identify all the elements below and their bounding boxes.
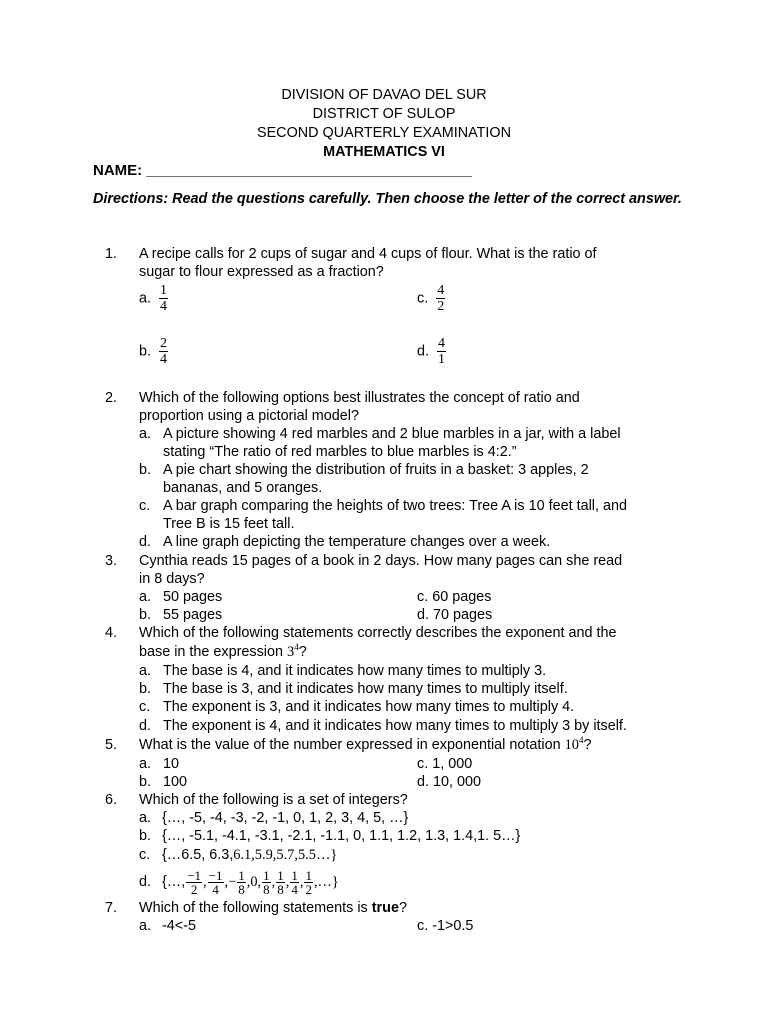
fraction: $\frac{2}{4}$: [160, 336, 168, 367]
q6-option-c: {…6.5, 6.3,6.1,5.9,5.7,5.5…}: [162, 847, 338, 863]
q7-option-c: c. -1>0.5: [417, 918, 474, 934]
q6-option-c-letter: c.: [139, 847, 151, 863]
fraction: $\frac{-1}{2}$: [187, 867, 202, 897]
expression-base: 10: [564, 737, 579, 753]
q7-option-a-letter: a.: [139, 918, 152, 934]
header-district: DISTRICT OF SULOP: [312, 106, 456, 122]
q2-option-a-letter: a.: [139, 426, 152, 442]
header-division: DIVISION OF DAVAO DEL SUR: [281, 87, 487, 103]
q4-option-c-letter: c.: [139, 699, 151, 715]
q5-option-b: 100: [163, 774, 188, 790]
fraction: $\frac{1}{8}$: [277, 867, 284, 897]
q3-option-b-letter: b.: [139, 607, 152, 623]
q4-option-b-letter: b.: [139, 681, 152, 697]
q4-option-b: The base is 3, and it indicates how many times to multiply itself.: [163, 681, 568, 697]
q5-option-c: c. 1, 000: [417, 756, 473, 772]
q7-option-a: -4<-5: [162, 918, 196, 934]
q5-option-d: d. 10, 000: [417, 774, 482, 790]
q1-number: 1.: [104, 246, 117, 262]
q3-option-a: 50 pages: [163, 589, 223, 605]
q1-option-c: c. $\frac{4}{2}$: [417, 283, 445, 314]
q4-text-line1: Which of the following statements correctly describes the exponent and the: [139, 625, 617, 641]
fraction: $\frac{4}{2}$: [437, 283, 445, 314]
fraction: $\frac{1}{2}$: [305, 867, 312, 897]
q5-number: 5.: [104, 737, 117, 753]
q6-number: 6.: [104, 792, 117, 808]
header-subject: MATHEMATICS VI: [323, 144, 445, 160]
q1-option-b: b. $\frac{2}{4}$: [139, 336, 168, 367]
fraction: $\frac{1}{8}$: [238, 867, 245, 897]
q2-option-b-line2: bananas, and 5 oranges.: [163, 480, 323, 496]
q6-option-d-letter: d.: [139, 874, 152, 890]
q5-option-a: 10: [163, 756, 180, 772]
q2-option-b-letter: b.: [139, 462, 152, 478]
q2-text-line1: Which of the following options best illustrates the concept of ratio and: [139, 390, 580, 406]
expression-exponent: 4: [294, 642, 299, 652]
q4-option-c: The exponent is 3, and it indicates how many times to multiply 4.: [163, 699, 575, 715]
q4-text-line2: base in the expression $3^4$?: [139, 642, 307, 660]
q4-option-d-letter: d.: [139, 718, 152, 734]
q1-option-d: d. $\frac{4}{1}$: [417, 336, 446, 367]
q1-option-a: a. $\frac{1}{4}$: [139, 283, 168, 314]
q5-option-a-letter: a.: [139, 756, 152, 772]
q6-option-b: {…, -5.1, -4.1, -3.1, -2.1, -1.1, 0, 1.1, 1.2, 1.3, 1.4,1. 5…}: [162, 828, 521, 844]
q5-option-b-letter: b.: [139, 774, 152, 790]
q4-option-d: The exponent is 4, and it indicates how many times to multiply 3 by itself.: [163, 718, 627, 734]
q7-text: Which of the following statements is true?: [139, 900, 407, 916]
header-exam-title: SECOND QUARTERLY EXAMINATION: [256, 125, 511, 141]
expression-base: 3: [287, 644, 295, 660]
q6-option-d: {…, $\frac{-1}{2}$ , $\frac{-1}{4}$ ,− $\frac{1}{8}$ ,0, $\frac{1}{8}$ , $\frac{1}{8}$ , $\frac{1}{4}$ , $\frac{1}{2}$ ,…}: [162, 867, 339, 897]
fraction: $\frac{4}{1}$: [438, 336, 446, 367]
q3-number: 3.: [104, 553, 117, 569]
q2-option-a-line2: stating “The ratio of red marbles to blue marbles is 4:2.”: [163, 444, 517, 460]
q1-text-line2: sugar to flour expressed as a fraction?: [139, 264, 384, 280]
q7-number: 7.: [104, 900, 117, 916]
q2-option-c-line2: Tree B is 15 feet tall.: [163, 516, 295, 532]
q3-option-a-letter: a.: [139, 589, 152, 605]
q3-option-d: d. 70 pages: [417, 607, 493, 623]
q2-option-d-letter: d.: [139, 534, 152, 550]
q4-option-a: The base is 4, and it indicates how many times to multiply 3.: [163, 663, 547, 679]
q1-text-line1: A recipe calls for 2 cups of sugar and 4 cups of flour. What is the ratio of: [139, 246, 597, 262]
q5-text: What is the value of the number expressed in exponential notation $10^4$?: [139, 735, 592, 753]
q6-option-b-letter: b.: [139, 828, 152, 844]
q4-number: 4.: [104, 625, 117, 641]
name-field: NAME: _______________________________________: [93, 162, 472, 179]
expression-exponent: 4: [578, 735, 584, 745]
q2-option-b-line1: A pie chart showing the distribution of fruits in a basket: 3 apples, 2: [163, 462, 589, 478]
q3-option-b: 55 pages: [163, 607, 223, 623]
q3-option-c: c. 60 pages: [417, 589, 492, 605]
directions: Directions: Read the questions carefully. Then choose the letter of the correct answer.: [93, 191, 682, 207]
exam-header: [0, 86, 768, 162]
q4-option-a-letter: a.: [139, 663, 152, 679]
q2-text-line2: proportion using a pictorial model?: [139, 408, 359, 424]
fraction: $\frac{-1}{4}$: [208, 867, 223, 897]
q6-option-a-letter: a.: [139, 810, 152, 826]
fraction: $\frac{1}{4}$: [291, 867, 298, 897]
q2-option-c-letter: c.: [139, 498, 151, 514]
fraction: $\frac{1}{8}$: [263, 867, 270, 897]
q2-number: 2.: [104, 390, 117, 406]
q2-option-c-line1: A bar graph comparing the heights of two trees: Tree A is 10 feet tall, and: [163, 498, 627, 514]
q3-text-line1: Cynthia reads 15 pages of a book in 2 days. How many pages can she read: [139, 553, 623, 569]
q3-text-line2: in 8 days?: [139, 571, 205, 587]
fraction: $\frac{1}{4}$: [160, 283, 168, 314]
q2-option-a-line1: A picture showing 4 red marbles and 2 blue marbles in a jar, with a label: [163, 426, 621, 442]
q2-option-d-line1: A line graph depicting the temperature changes over a week.: [163, 534, 551, 550]
q6-option-a: {…, -5, -4, -3, -2, -1, 0, 1, 2, 3, 4, 5, …}: [162, 810, 409, 826]
q6-text: Which of the following is a set of integers?: [139, 792, 408, 808]
